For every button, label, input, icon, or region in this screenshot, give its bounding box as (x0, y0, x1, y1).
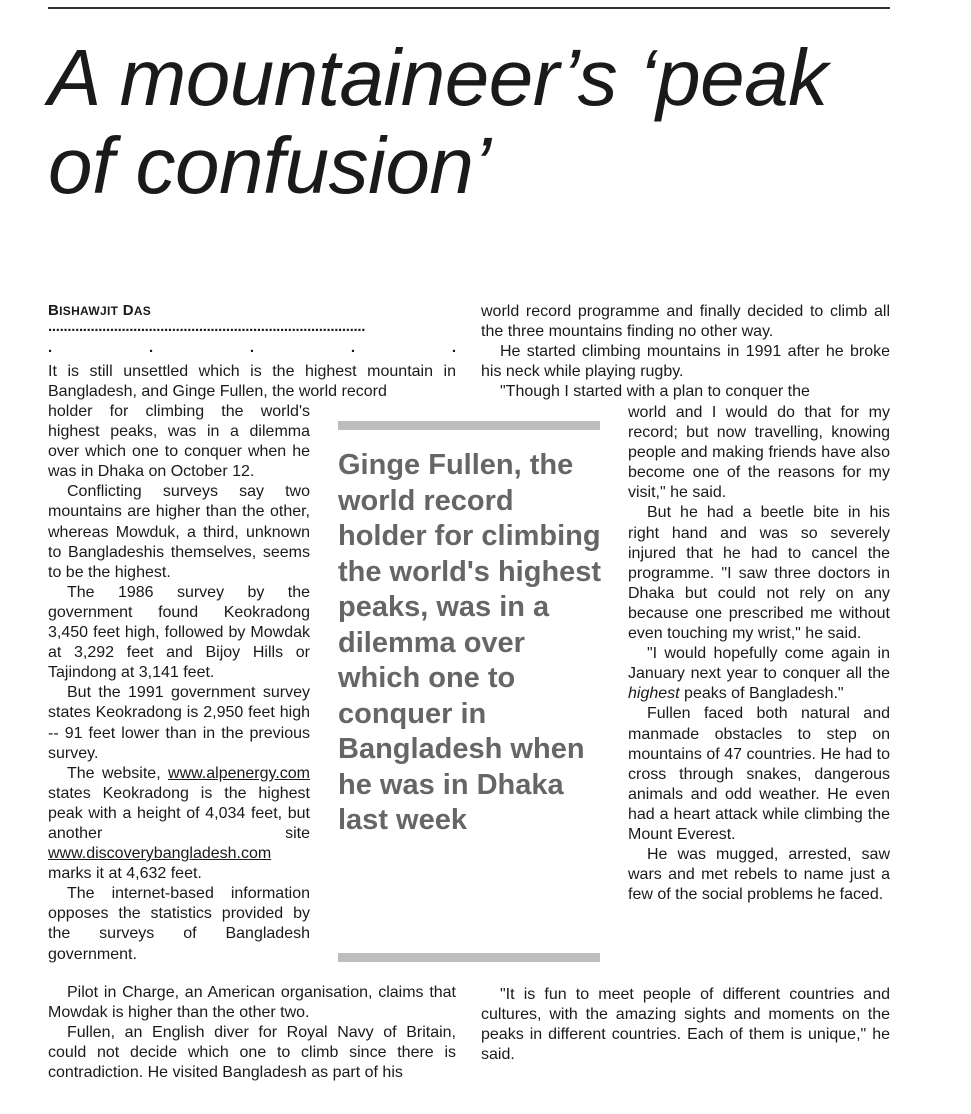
column-1-middle (48, 402, 310, 965)
link-alpenergy[interactable]: www.alpenergy.com (168, 764, 310, 782)
paragraph: Conflicting surveys say two mountains are higher than the other, whereas Mowduk, a third, unknown to Bangladeshis themselves, seems to be the highest. (48, 483, 310, 581)
paragraph: "I would hopefully come again in January next year to conquer all the highest peaks of Bangladesh." (628, 645, 890, 703)
paragraph: world record programme and finally decided to climb all the three mountains finding no other way. (481, 303, 890, 341)
byline: BISHAWJIT DAS (48, 302, 152, 319)
pullquote-bottom-bar (338, 953, 600, 962)
paragraph: The internet-based information opposes the statistics provided by the surveys of Bangladesh government. (48, 885, 310, 963)
paragraph: Fullen faced both natural and manmade obstacles to step on mountains of 47 countries. He had to cross through snakes, dangerous animals and odd weather. He even had a heart attack while climbing the Mount Everest. (628, 705, 890, 843)
paragraph: world and I would do that for my record; but now travelling, knowing people and making friends have also become one of the reasons for my visit," he said. (628, 404, 890, 502)
pullquote-top-bar (338, 421, 600, 430)
paragraph: The website, www.alpenergy.com states Keokradong is the highest peak with a height of 4,034 feet, but another site www.discoverybangladesh.com marks it at 4,632 feet. (48, 764, 310, 883)
paragraph: He started climbing mountains in 1991 after he broke his neck while playing rugby. (481, 343, 890, 381)
paragraph: Fullen, an English diver for Royal Navy of Britain, could not decide which one to climb since there is contradiction. He visited Bangladesh as part of his (48, 1024, 456, 1082)
headline-line-2: of confusion’ (48, 121, 491, 210)
paragraph: But the 1991 government survey states Keokradong is 2,950 feet high -- 91 feet lower than in the previous survey. (48, 684, 310, 762)
column-1-bottom (48, 983, 456, 1083)
column-2-top (481, 302, 890, 402)
paragraph: "Though I started with a plan to conquer the (500, 383, 810, 401)
headline (48, 34, 928, 210)
column-2-bottom (481, 985, 890, 1065)
link-discoverybangladesh[interactable]: www.discoverybangladesh.com (48, 845, 272, 863)
headline-line-1: A mountaineer’s ‘peak (48, 33, 828, 122)
paragraph: Pilot in Charge, an American organisation, claims that Mowdak is higher than the other two. (48, 984, 456, 1022)
paragraph: "It is fun to meet people of different countries and cultures, with the amazing sights and moments on the peaks in different countries. Each of them is unique," he said. (481, 986, 890, 1064)
paragraph: But he had a beetle bite in his right hand and was so severely injured that he had to cancel the programme. "I saw three doctors in Dhaka but could not rely on any because one prescribed me without even touching my wrist," he said. (628, 504, 890, 643)
paragraph: It is still unsettled which is the highest mountain in Bangladesh, and Ginge Fullen, the world record (48, 363, 456, 401)
column-1-top (48, 362, 456, 402)
paragraph: He was mugged, arrested, saw wars and met rebels to name just a few of the social problems he faced. (628, 846, 890, 904)
column-2-middle (628, 403, 890, 905)
sparse-dots: . . . . . (48, 339, 456, 356)
paragraph: holder for climbing the world's highest peaks, was in a dilemma over which one to conquer when he was in Dhaka on October 12. (48, 403, 310, 481)
paragraph: The 1986 survey by the government found Keokradong 3,450 feet high, followed by Mowdak at 3,292 feet and Bijoy Hills or Tajindong at 3,141 feet. (48, 583, 310, 682)
dotted-separator: .................................................................................. (48, 318, 366, 335)
pullquote: Ginge Fullen, the world record holder for climbing the world's highest peaks, was in a dilemma over which one to conquer in Bangladesh when he was in Dhaka last week (338, 449, 602, 836)
top-rule (48, 7, 890, 9)
